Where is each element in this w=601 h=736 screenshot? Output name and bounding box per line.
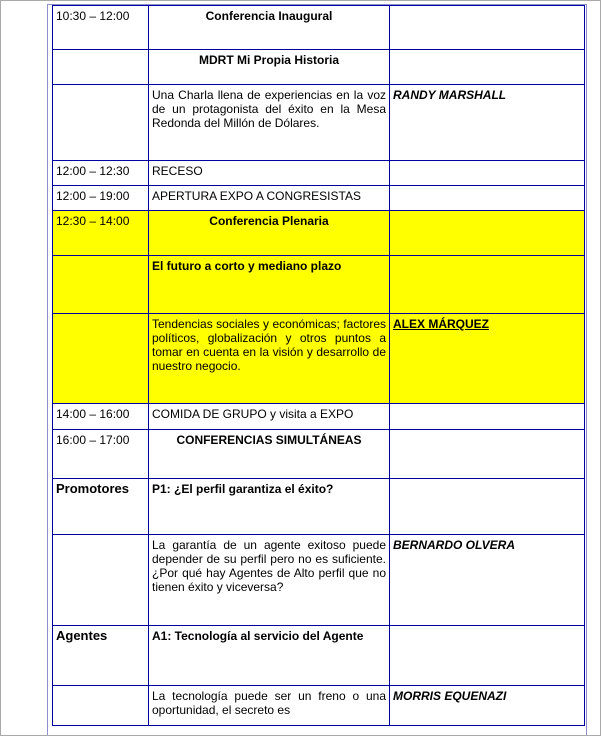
time-cell — [53, 50, 149, 85]
session-title: El futuro a corto y mediano plazo — [149, 256, 390, 314]
table-row — [53, 430, 585, 479]
session-title: Conferencia Plenaria — [149, 211, 390, 256]
table-row — [53, 479, 585, 535]
table-row — [53, 85, 585, 161]
time-cell — [53, 314, 149, 404]
speaker-name: ALEX MÁRQUEZ — [390, 314, 585, 404]
table-row — [53, 50, 585, 85]
table-row — [53, 211, 585, 256]
table-row — [53, 626, 585, 686]
time-cell — [53, 256, 149, 314]
session-title: RECESO — [149, 161, 390, 186]
speaker-cell — [390, 404, 585, 430]
session-title: MDRT Mi Propia Historia — [149, 50, 390, 85]
time-cell — [53, 686, 149, 726]
table-row — [53, 686, 585, 726]
speaker-name: MORRIS EQUENAZI — [390, 686, 585, 726]
session-title: CONFERENCIAS SIMULTÁNEAS — [149, 430, 390, 479]
time-cell: 12:00 – 19:00 — [53, 186, 149, 211]
time-cell: 10:30 – 12:00 — [53, 6, 149, 50]
session-title: APERTURA EXPO A CONGRESISTAS — [149, 186, 390, 211]
speaker-name: BERNARDO OLVERA — [390, 535, 585, 626]
speaker-cell — [390, 626, 585, 686]
session-description: La tecnología puede ser un freno o una oportunidad, el secreto es — [149, 686, 390, 726]
time-cell: 12:30 – 14:00 — [53, 211, 149, 256]
table-row — [53, 314, 585, 404]
time-cell: 16:00 – 17:00 — [53, 430, 149, 479]
speaker-cell — [390, 256, 585, 314]
session-description: Tendencias sociales y económicas; factores políticos, globalización y otros puntos a tomar en cuenta en la visión y desarrollo de nuestro negocio. — [149, 314, 390, 404]
speaker-cell — [390, 211, 585, 256]
group-label: Promotores — [53, 479, 149, 535]
speaker-cell — [390, 430, 585, 479]
speaker-cell — [390, 479, 585, 535]
table-row — [53, 535, 585, 626]
speaker-cell — [390, 186, 585, 211]
table-row — [53, 404, 585, 430]
table-row — [53, 6, 585, 50]
session-description: La garantía de un agente exitoso puede depender de su perfil pero no es suficiente. ¿Por qué hay Agentes de Alto perfil que no tienen éxito y viceversa? — [149, 535, 390, 626]
session-title: COMIDA DE GRUPO y visita a EXPO — [149, 404, 390, 430]
table-row — [53, 161, 585, 186]
table-row — [53, 256, 585, 314]
speaker-name: RANDY MARSHALL — [390, 85, 585, 161]
time-cell — [53, 85, 149, 161]
session-description: Una Charla llena de experiencias en la voz de un protagonista del éxito en la Mesa Redonda del Millón de Dólares. — [149, 85, 390, 161]
session-title: A1: Tecnología al servicio del Agente — [149, 626, 390, 686]
session-title: P1: ¿El perfil garantiza el éxito? — [149, 479, 390, 535]
time-cell — [53, 535, 149, 626]
group-label: Agentes — [53, 626, 149, 686]
schedule-table — [52, 5, 585, 726]
session-title: Conferencia Inaugural — [149, 6, 390, 50]
time-cell: 12:00 – 12:30 — [53, 161, 149, 186]
speaker-cell — [390, 161, 585, 186]
speaker-cell — [390, 50, 585, 85]
time-cell: 14:00 – 16:00 — [53, 404, 149, 430]
speaker-cell — [390, 6, 585, 50]
table-row — [53, 186, 585, 211]
